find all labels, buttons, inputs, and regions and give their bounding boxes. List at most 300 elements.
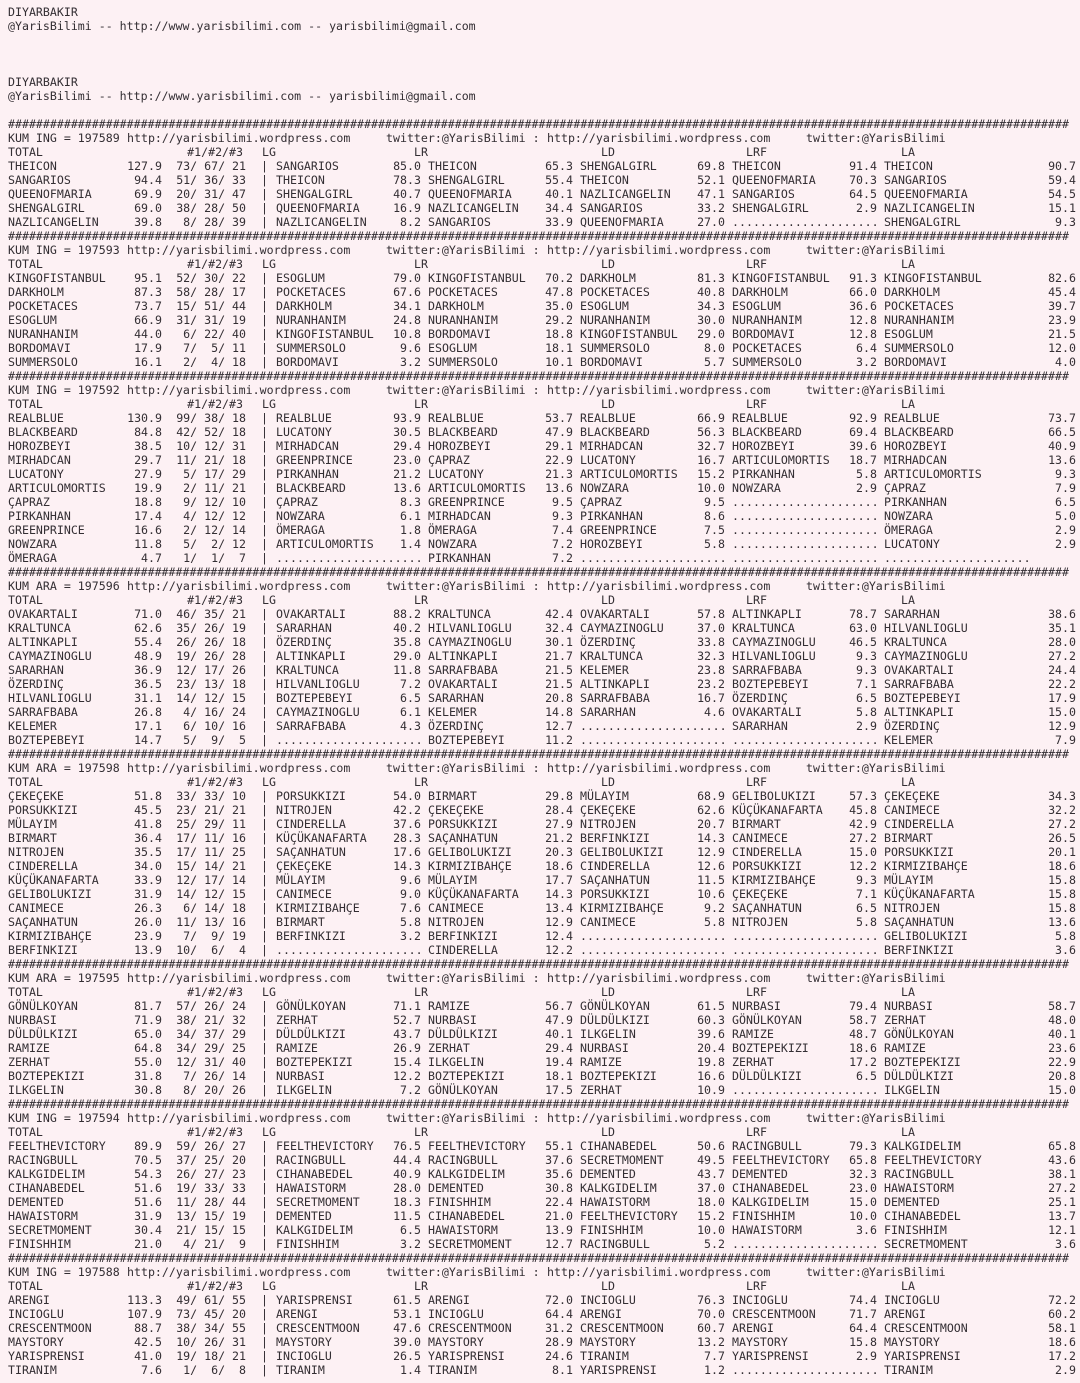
horse-name: ILKGELIN <box>8 1083 64 1097</box>
gap <box>573 1223 580 1237</box>
col-label-places: #1/#2/#3 <box>187 593 243 607</box>
lg-horse-name: LUCATONY <box>276 425 332 439</box>
gap <box>573 481 580 495</box>
gap <box>421 649 428 663</box>
lrf-horse-name: CANIMECE <box>732 831 788 845</box>
gap <box>162 677 176 691</box>
lg-horse-name: THEICON <box>276 173 325 187</box>
blank-line <box>8 33 1080 47</box>
gap <box>162 943 176 957</box>
blank-line <box>8 61 1080 75</box>
horse-name: KIRMIZIBAHÇE <box>8 929 92 943</box>
total-value: 21.0 <box>134 1237 162 1251</box>
lr-horse-name: BERFINKIZI <box>428 929 498 943</box>
gap <box>421 1013 428 1027</box>
lr-horse-name: KRALTUNCA <box>428 607 491 621</box>
total-value: 18.8 <box>134 495 162 509</box>
lrf-value: 91.3 <box>849 271 877 285</box>
pipe-divider: | <box>261 817 268 831</box>
lg-horse-name: ÇEKEÇEKE <box>276 859 332 873</box>
lrf-horse-name: ESOGLUM <box>732 299 781 313</box>
ld-horse-name: KRALTUNCA <box>580 649 643 663</box>
horse-name: THEICON <box>8 159 57 173</box>
lrf-value: 5.8 <box>856 705 877 719</box>
places-123: 1/ 6/ 8 <box>183 1363 246 1377</box>
twitter-handle: twitter:@YarisBilimi : <box>386 243 540 257</box>
ld-horse-name: SUMMERSOLO <box>580 341 650 355</box>
gap <box>877 201 884 215</box>
lg-horse-name: BIRMART <box>276 915 325 929</box>
col-label-total: TOTAL <box>8 257 43 271</box>
gap <box>421 1139 428 1153</box>
places-123: 5/ 2/ 12 <box>183 537 246 551</box>
ld-horse-name: ÇEKEÇEKE <box>580 803 636 817</box>
gap <box>877 299 884 313</box>
stats-row <box>8 299 1080 313</box>
ld-horse-name: KALKGIDELIM <box>580 1181 657 1195</box>
lrf-value: 39.6 <box>849 439 877 453</box>
col-label-lr: LR <box>414 1279 428 1293</box>
gap <box>162 341 176 355</box>
lr-horse-name: REALBLUE <box>428 411 484 425</box>
lrf-horse-name: BOZTEPEBEYI <box>732 677 809 691</box>
lr-value: 9.3 <box>552 509 573 523</box>
lr-value: 40.1 <box>545 1027 573 1041</box>
la-value: 27.2 <box>1048 1181 1076 1195</box>
ld-value: 27.0 <box>697 215 725 229</box>
pipe-divider: | <box>261 523 268 537</box>
ld-horse-name: PORSUKKIZI <box>580 887 650 901</box>
la-horse-name: OVAKARTALI <box>884 663 954 677</box>
pipe-divider: | <box>261 1167 268 1181</box>
la-horse-name: PIRKANHAN <box>884 495 947 509</box>
ld-horse-name: GELIBOLUKIZI <box>580 845 664 859</box>
lrf-value: 18.7 <box>849 453 877 467</box>
la-horse-name: ÖZERDINÇ <box>884 719 940 733</box>
total-value: 89.9 <box>134 1139 162 1153</box>
gap <box>573 831 580 845</box>
gap <box>725 313 732 327</box>
gap <box>725 467 732 481</box>
lg-horse-name: RACINGBULL <box>276 1153 346 1167</box>
la-value: 28.0 <box>1048 635 1076 649</box>
pipe-divider: | <box>261 537 268 551</box>
lg-horse-name: BLACKBEARD <box>276 481 346 495</box>
lg-horse-name: KÜÇÜKANAFARTA <box>276 831 367 845</box>
ld-value: 40.8 <box>697 285 725 299</box>
col-label-lrf: LRF <box>746 775 767 789</box>
lg-value: 93.9 <box>393 411 421 425</box>
pipe-divider: | <box>261 159 268 173</box>
gap <box>877 439 884 453</box>
gap <box>877 1195 884 1209</box>
lg-value: 26.9 <box>393 1041 421 1055</box>
lg-horse-name: HAWAISTORM <box>276 1181 346 1195</box>
gap <box>421 439 428 453</box>
horse-name: PIRKANHAN <box>8 509 71 523</box>
lr-horse-name: DARKHOLM <box>428 299 484 313</box>
lg-value: 42.2 <box>393 803 421 817</box>
la-horse-name: CAYMAZINOGLU <box>884 649 968 663</box>
lrf-horse-name: HAWAISTORM <box>732 1223 802 1237</box>
lr-horse-name: INCIOGLU <box>428 1307 484 1321</box>
ld-value: 43.7 <box>697 1167 725 1181</box>
lr-horse-name: THEICON <box>428 159 477 173</box>
lr-value: 8.1 <box>552 1363 573 1377</box>
la-horse-name: KALKGIDELIM <box>884 1139 961 1153</box>
gap <box>725 831 732 845</box>
lrf-value: 9.3 <box>856 649 877 663</box>
lr-value: 37.6 <box>545 1153 573 1167</box>
gap <box>573 1237 580 1251</box>
la-value: 3.6 <box>1055 943 1076 957</box>
lr-value: 7.4 <box>552 523 573 537</box>
twitter-handle: twitter:@YarisBilimi : <box>386 971 540 985</box>
gap <box>421 495 428 509</box>
lg-horse-name: SANGARIOS <box>276 159 339 173</box>
la-value: 65.8 <box>1048 1139 1076 1153</box>
lg-value: 8.3 <box>400 495 421 509</box>
ld-horse-name: CINDERELLA <box>580 859 650 873</box>
pipe-divider: | <box>261 1153 268 1167</box>
stats-row <box>8 1041 1080 1055</box>
ld-horse-name: MIRHADCAN <box>580 439 643 453</box>
lg-value: 39.0 <box>393 1335 421 1349</box>
total-value: 26.0 <box>134 915 162 929</box>
gap <box>877 845 884 859</box>
gap <box>573 621 580 635</box>
lg-horse-name: NITROJEN <box>276 803 332 817</box>
lg-horse-name: CANIMECE <box>276 887 332 901</box>
la-value: 12.9 <box>1048 719 1076 733</box>
lr-value: 33.9 <box>545 215 573 229</box>
lrf-value: 36.6 <box>849 299 877 313</box>
total-value: 70.5 <box>134 1153 162 1167</box>
lrf-horse-name: ALTINKAPLI <box>732 607 802 621</box>
col-label-la: LA <box>901 397 915 411</box>
la-value: 12.0 <box>1048 341 1076 355</box>
ld-horse-name: NOWZARA <box>580 481 629 495</box>
col-label-ld: LD <box>601 1125 615 1139</box>
ld-value: 10.9 <box>697 1083 725 1097</box>
total-value: 36.4 <box>134 831 162 845</box>
lr-horse-name: HOROZBEYI <box>428 439 491 453</box>
gap <box>573 1181 580 1195</box>
gap <box>421 929 428 943</box>
lg-value: 85.0 <box>393 159 421 173</box>
site-url: http://yarisbilimi.wordpress.com <box>127 131 351 145</box>
gap <box>725 1027 732 1041</box>
ld-value: 5.8 <box>704 537 725 551</box>
twitter-handle: twitter:@YarisBilimi : <box>386 131 540 145</box>
lg-horse-name: KRALTUNCA <box>276 663 339 677</box>
gap <box>162 733 176 747</box>
lr-value: 21.5 <box>545 677 573 691</box>
gap <box>421 313 428 327</box>
twitter-handle-2: twitter:@YarisBilimi <box>806 1111 946 1125</box>
horse-name: CIHANABEDEL <box>8 1181 85 1195</box>
la-value: 82.6 <box>1048 271 1076 285</box>
lr-horse-name: KALKGIDELIM <box>428 1167 505 1181</box>
places-123: 11/ 21/ 18 <box>176 453 246 467</box>
gap <box>162 1027 176 1041</box>
lr-horse-name: TIRANIM <box>428 1363 477 1377</box>
col-label-total: TOTAL <box>8 1125 43 1139</box>
places-123: 19/ 18/ 21 <box>176 1349 246 1363</box>
horse-name: QUEENOFMARIA <box>8 187 92 201</box>
col-header-spacer <box>243 257 262 271</box>
gap <box>573 1139 580 1153</box>
lr-value: 14.8 <box>545 705 573 719</box>
col-label-lr: LR <box>414 397 428 411</box>
ld-value: 50.6 <box>697 1139 725 1153</box>
lr-value: 10.1 <box>545 355 573 369</box>
site-url-2: http://yarisbilimi.wordpress.com <box>547 761 771 775</box>
masthead-contact-2: @YarisBilimi -- http://www.yarisbilimi.com -- yarisbilimi@gmail.com <box>8 89 476 103</box>
ld-horse-name: KELEMER <box>580 663 629 677</box>
gap <box>573 719 580 733</box>
ld-horse-name: NURBASI <box>580 1041 629 1055</box>
lrf-value: 79.3 <box>849 1139 877 1153</box>
lr-value: 55.4 <box>545 173 573 187</box>
col-label-la: LA <box>901 985 915 999</box>
lg-value: 3.2 <box>400 1237 421 1251</box>
pipe-divider: | <box>261 649 268 663</box>
gap <box>573 943 580 957</box>
lrf-horse-name: FINISHHIM <box>732 1209 795 1223</box>
gap <box>162 705 176 719</box>
stats-row <box>8 173 1080 187</box>
pipe-divider: | <box>261 313 268 327</box>
pipe-divider: | <box>261 439 268 453</box>
gap <box>421 1153 428 1167</box>
ld-horse-name: ILKGELIN <box>580 1027 636 1041</box>
gap <box>725 691 732 705</box>
lrf-empty-dots: ..................... <box>732 733 879 747</box>
pipe-divider: | <box>261 691 268 705</box>
ld-horse-name: KIRMIZIBAHÇE <box>580 901 664 915</box>
horse-name: FEELTHEVICTORY <box>8 1139 106 1153</box>
la-horse-name: TIRANIM <box>884 1363 933 1377</box>
lr-horse-name: GREENPRINCE <box>428 495 505 509</box>
lrf-value: 6.5 <box>856 691 877 705</box>
stats-row <box>8 1293 1080 1307</box>
total-value: 31.9 <box>134 887 162 901</box>
total-value: 130.9 <box>127 411 162 425</box>
col-label-lg: LG <box>262 1125 276 1139</box>
gap <box>725 1083 732 1097</box>
gap <box>421 173 428 187</box>
gap <box>162 1041 176 1055</box>
gap <box>877 1069 884 1083</box>
block-code: KUM ARA = 197598 <box>8 761 120 775</box>
gap <box>877 1027 884 1041</box>
la-value: 73.7 <box>1048 411 1076 425</box>
la-horse-name: DARKHOLM <box>884 285 940 299</box>
ld-horse-name: BLACKBEARD <box>580 425 650 439</box>
lr-value: 22.9 <box>545 453 573 467</box>
gap <box>162 1349 176 1363</box>
la-value: 23.6 <box>1048 1041 1076 1055</box>
gap <box>162 1237 176 1251</box>
ld-horse-name: ÖZERDINÇ <box>580 635 636 649</box>
lr-horse-name: RAMIZE <box>428 999 470 1013</box>
lr-horse-name: KINGOFISTANBUL <box>428 271 526 285</box>
la-value: 38.1 <box>1048 1167 1076 1181</box>
lr-horse-name: MÜLAYIM <box>428 873 477 887</box>
total-value: 51.6 <box>134 1181 162 1195</box>
la-value: 2.9 <box>1055 537 1076 551</box>
pipe-divider: | <box>261 299 268 313</box>
la-horse-name: HOROZBEYI <box>884 439 947 453</box>
lrf-value: 66.0 <box>849 285 877 299</box>
places-123: 46/ 35/ 21 <box>176 607 246 621</box>
stats-row <box>8 523 1080 537</box>
gap <box>725 481 732 495</box>
ld-horse-name: SHENGALGIRL <box>580 159 657 173</box>
col-label-lrf: LRF <box>746 257 767 271</box>
gap <box>877 1335 884 1349</box>
masthead-title-2: DIYARBAKIR <box>8 75 78 89</box>
gap <box>421 425 428 439</box>
ld-value: 37.0 <box>697 1181 725 1195</box>
lr-horse-name: NOWZARA <box>428 537 477 551</box>
lg-value: 9.0 <box>400 887 421 901</box>
gap <box>162 901 176 915</box>
la-value: 90.7 <box>1048 159 1076 173</box>
lrf-value: 32.3 <box>849 1167 877 1181</box>
lrf-horse-name: DÜLDÜLKIZI <box>732 1069 802 1083</box>
horse-name: ARTICULOMORTIS <box>8 481 106 495</box>
lrf-value: 64.5 <box>849 187 877 201</box>
total-value: 65.0 <box>134 1027 162 1041</box>
col-label-lrf: LRF <box>746 1279 767 1293</box>
gap <box>725 285 732 299</box>
total-value: 64.8 <box>134 1041 162 1055</box>
places-123: 15/ 51/ 44 <box>176 299 246 313</box>
gap <box>725 845 732 859</box>
la-horse-name: THEICON <box>884 159 933 173</box>
gap <box>725 1139 732 1153</box>
pipe-divider: | <box>261 845 268 859</box>
gap <box>725 789 732 803</box>
lrf-horse-name: BIRMART <box>732 817 781 831</box>
lr-value: 12.4 <box>545 929 573 943</box>
ld-value: 39.6 <box>697 1027 725 1041</box>
column-header-line <box>8 145 1080 159</box>
stats-row <box>8 873 1080 887</box>
pipe-divider: | <box>261 1209 268 1223</box>
la-horse-name: NITROJEN <box>884 901 940 915</box>
lrf-value: 6.5 <box>856 1069 877 1083</box>
ld-value: 20.4 <box>697 1041 725 1055</box>
total-value: 23.9 <box>134 929 162 943</box>
lg-horse-name: DEMENTED <box>276 1209 332 1223</box>
lrf-horse-name: SHENGALGIRL <box>732 201 809 215</box>
stats-row <box>8 691 1080 705</box>
pipe-divider: | <box>261 859 268 873</box>
lrf-empty-dots: ..................... <box>732 495 879 509</box>
gap <box>725 1335 732 1349</box>
total-value: 16.1 <box>134 355 162 369</box>
lg-value: 29.4 <box>393 439 421 453</box>
separator-line <box>8 229 1080 243</box>
lg-value: 7.2 <box>400 1083 421 1097</box>
lr-horse-name: BOZTEPEKIZI <box>428 1069 505 1083</box>
pipe-divider: | <box>261 887 268 901</box>
lrf-empty-dots: ..................... <box>732 215 879 229</box>
lrf-value: 46.5 <box>849 635 877 649</box>
places-123: 73/ 45/ 20 <box>176 1307 246 1321</box>
total-value: 127.9 <box>127 159 162 173</box>
gap <box>162 1167 176 1181</box>
gap <box>725 425 732 439</box>
twitter-handle-2: twitter:@YarisBilimi <box>806 131 946 145</box>
places-123: 5/ 17/ 29 <box>183 467 246 481</box>
places-123: 19/ 33/ 33 <box>176 1181 246 1195</box>
gap <box>877 285 884 299</box>
gap <box>421 1167 428 1181</box>
la-value: 58.1 <box>1048 1321 1076 1335</box>
total-value: 36.5 <box>134 677 162 691</box>
ld-value: 30.0 <box>697 313 725 327</box>
horse-name: OVAKARTALI <box>8 607 78 621</box>
col-label-total: TOTAL <box>8 593 43 607</box>
places-123: 14/ 12/ 15 <box>176 887 246 901</box>
lg-horse-name: KALKGIDELIM <box>276 1223 353 1237</box>
lrf-value: 2.9 <box>856 719 877 733</box>
lr-value: 28.4 <box>545 803 573 817</box>
lr-horse-name: SECRETMOMENT <box>428 1237 512 1251</box>
lrf-empty-dots: ..................... <box>732 943 879 957</box>
lg-horse-name: NURANHANIM <box>276 313 346 327</box>
horse-name: ESOGLUM <box>8 313 57 327</box>
lr-horse-name: SAÇANHATUN <box>428 831 498 845</box>
places-123: 20/ 31/ 47 <box>176 187 246 201</box>
ld-horse-name: KINGOFISTANBUL <box>580 327 678 341</box>
gap <box>877 705 884 719</box>
lrf-value: 7.1 <box>856 677 877 691</box>
la-horse-name: KINGOFISTANBUL <box>884 271 982 285</box>
gap <box>573 1153 580 1167</box>
gap <box>162 817 176 831</box>
ld-horse-name: NITROJEN <box>580 817 636 831</box>
lrf-horse-name: RACINGBULL <box>732 1139 802 1153</box>
gap <box>421 187 428 201</box>
lg-value: 88.2 <box>393 607 421 621</box>
la-value: 15.0 <box>1048 705 1076 719</box>
lrf-horse-name: KRALTUNCA <box>732 621 795 635</box>
horse-name: RACINGBULL <box>8 1153 78 1167</box>
lr-value: 13.6 <box>545 481 573 495</box>
gap <box>877 1013 884 1027</box>
gap <box>877 999 884 1013</box>
lg-value: 76.5 <box>393 1139 421 1153</box>
ld-horse-name: DEMENTED <box>580 1167 636 1181</box>
la-horse-name: CINDERELLA <box>884 817 954 831</box>
places-123: 6/ 14/ 18 <box>183 901 246 915</box>
lg-horse-name: DARKHOLM <box>276 299 332 313</box>
ld-value: 9.2 <box>704 901 725 915</box>
lg-value: 29.0 <box>393 649 421 663</box>
lrf-empty-dots: ..................... <box>732 1237 879 1251</box>
lrf-value: 48.7 <box>849 1027 877 1041</box>
stats-row <box>8 677 1080 691</box>
lrf-value: 10.0 <box>849 1209 877 1223</box>
lg-horse-name: FEELTHEVICTORY <box>276 1139 374 1153</box>
horse-name: KINGOFISTANBUL <box>8 271 106 285</box>
stats-row <box>8 635 1080 649</box>
